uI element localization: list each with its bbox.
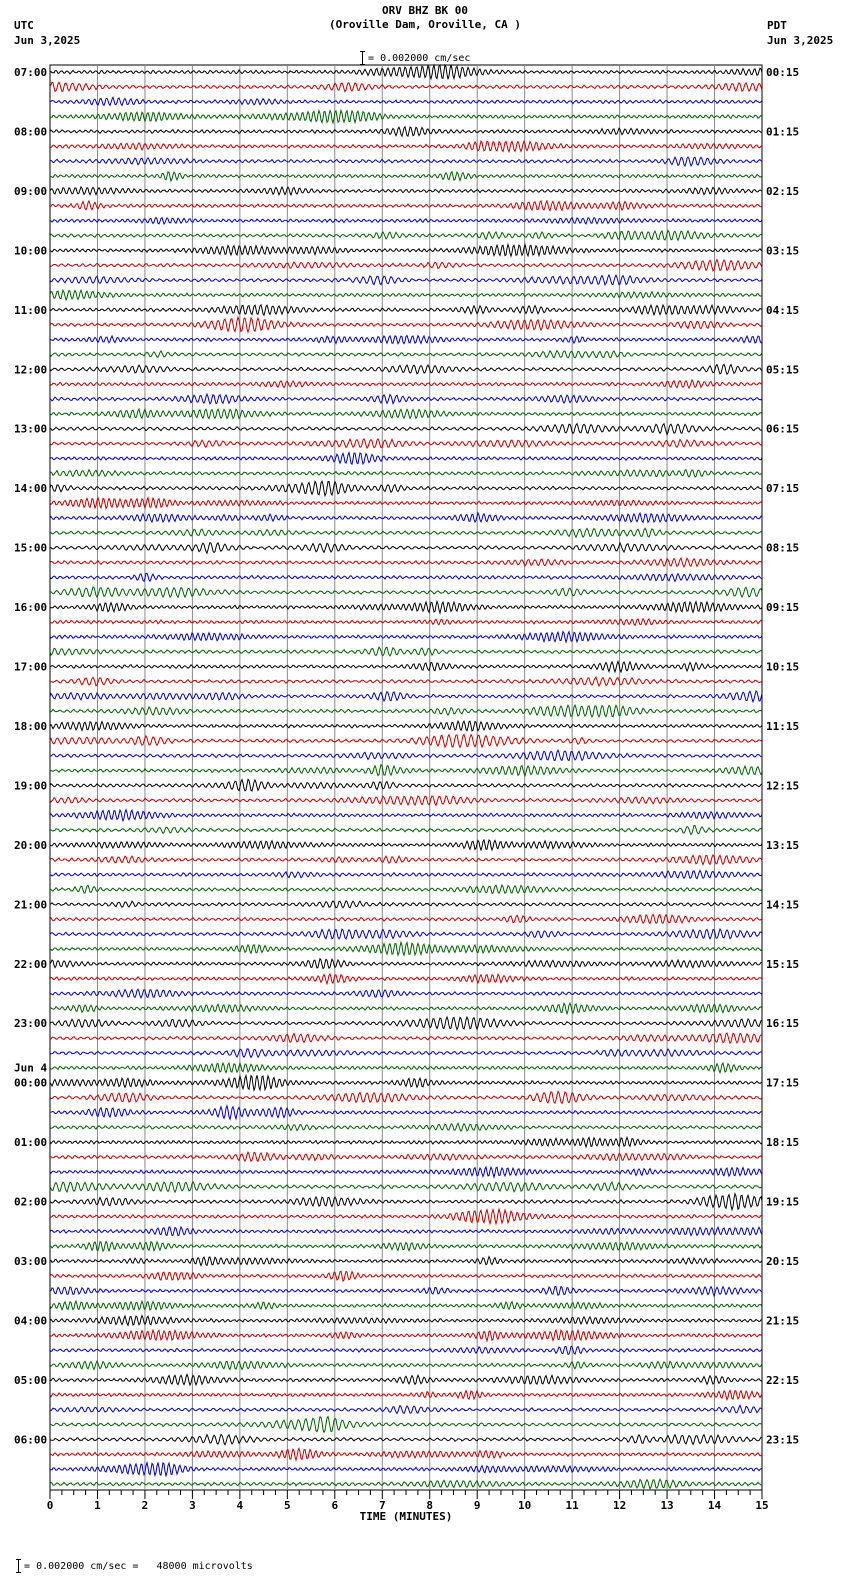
seismic-trace — [50, 290, 762, 300]
x-tick-label: 9 — [473, 1499, 481, 1512]
x-tick-label: 6 — [331, 1499, 339, 1512]
seismic-trace — [50, 1417, 762, 1433]
seismic-trace — [50, 305, 762, 315]
seismic-trace — [50, 1017, 762, 1030]
pdt-hour-label: 22:15 — [766, 1373, 800, 1387]
right-date-label: Jun 3,2025 — [767, 34, 834, 47]
seismic-trace — [50, 1106, 762, 1120]
seismic-trace — [50, 901, 762, 908]
seismic-trace — [50, 765, 762, 776]
seismic-trace — [50, 929, 762, 939]
utc-hour-label: 05:00 — [14, 1373, 48, 1387]
pdt-hour-label: 18:15 — [766, 1136, 800, 1150]
seismic-trace — [50, 1227, 762, 1236]
seismic-trace — [50, 1257, 762, 1266]
seismic-trace — [50, 218, 762, 225]
seismic-trace — [50, 380, 762, 388]
seismic-trace — [50, 481, 762, 496]
seismic-trace — [50, 245, 762, 257]
left-timezone-label: UTC — [14, 19, 34, 32]
pdt-hour-label: 04:15 — [766, 303, 800, 317]
pdt-hour-label: 09:15 — [766, 601, 800, 615]
pdt-hour-label: 20:15 — [766, 1255, 800, 1269]
seismic-trace — [50, 647, 762, 656]
x-tick-label: 8 — [426, 1499, 434, 1512]
seismic-trace — [50, 364, 762, 374]
seismic-trace — [50, 127, 762, 137]
seismic-trace — [50, 721, 762, 731]
pdt-hour-label: 05:15 — [766, 363, 800, 377]
pdt-hour-label: 07:15 — [766, 482, 800, 496]
seismic-trace — [50, 231, 762, 241]
seismic-trace — [50, 750, 762, 760]
left-date-label: Jun 3,2025 — [14, 34, 81, 47]
utc-hour-label: 21:00 — [14, 898, 48, 912]
seismic-trace — [50, 470, 762, 477]
seismic-trace — [50, 317, 762, 332]
scale-legend-bottom — [4, 1548, 253, 1573]
seismic-trace — [50, 1301, 762, 1310]
utc-hour-label: 02:00 — [14, 1195, 48, 1209]
seismic-trace — [50, 260, 762, 271]
x-tick-label: 3 — [189, 1499, 196, 1512]
seismic-trace — [50, 705, 762, 717]
seismic-trace — [50, 1463, 762, 1476]
x-tick-label: 2 — [141, 1499, 149, 1512]
x-tick-label: 12 — [612, 1499, 627, 1512]
seismic-trace — [50, 157, 762, 166]
seismic-trace — [50, 1346, 762, 1354]
seismic-trace — [50, 275, 762, 285]
seismic-trace — [50, 1075, 762, 1090]
seismic-trace — [50, 172, 762, 181]
utc-hour-label: 11:00 — [14, 303, 48, 317]
seismic-trace — [50, 1194, 762, 1210]
seismic-trace — [50, 826, 762, 835]
seismic-trace — [50, 1242, 762, 1252]
seismic-trace — [50, 691, 762, 702]
seismic-trace — [50, 1435, 762, 1445]
utc-hour-label: 03:00 — [14, 1255, 48, 1269]
seismic-trace — [50, 528, 762, 537]
utc-hour-label: 07:00 — [14, 66, 48, 79]
x-tick-label: 5 — [284, 1499, 291, 1512]
date-change-label: Jun 4 — [14, 1061, 48, 1075]
utc-hour-label: 20:00 — [14, 838, 48, 852]
pdt-hour-label: 10:15 — [766, 660, 800, 674]
x-tick-label: 15 — [755, 1499, 769, 1512]
seismic-trace — [50, 1405, 762, 1413]
seismic-trace — [50, 1049, 762, 1058]
scale-legend-top-text: = 0.002000 cm/sec — [368, 53, 471, 64]
seismic-trace — [50, 1152, 762, 1161]
utc-hour-label: 22:00 — [14, 957, 48, 971]
pdt-hour-label: 06:15 — [766, 422, 800, 436]
pdt-hour-label: 13:15 — [766, 838, 800, 852]
station-location: (Oroville Dam, Oroville, CA ) — [328, 18, 522, 31]
seismic-trace — [50, 187, 762, 195]
seismic-trace — [50, 1330, 762, 1341]
seismic-trace — [50, 110, 762, 123]
pdt-hour-label: 19:15 — [766, 1195, 800, 1209]
seismic-trace — [50, 1003, 762, 1014]
seismic-trace — [50, 677, 762, 686]
seismic-trace — [50, 779, 762, 791]
utc-hour-label: 12:00 — [14, 363, 48, 377]
seismic-trace — [50, 543, 762, 554]
pdt-hour-label: 11:15 — [766, 719, 800, 733]
seismic-trace — [50, 1287, 762, 1296]
seismic-trace — [50, 619, 762, 626]
utc-hour-label: 23:00 — [14, 1017, 48, 1031]
seismic-trace — [50, 513, 762, 522]
pdt-hour-label: 14:15 — [766, 898, 800, 912]
seismic-trace — [50, 1374, 762, 1385]
seismic-trace — [50, 1033, 762, 1043]
utc-hour-label: 04:00 — [14, 1314, 48, 1328]
seismic-trace — [50, 735, 762, 748]
utc-hour-label: 06:00 — [14, 1433, 48, 1447]
seismic-trace — [50, 855, 762, 865]
x-axis-title: TIME (MINUTES) — [359, 1510, 453, 1523]
seismic-trace — [50, 1479, 762, 1489]
x-tick-label: 14 — [707, 1499, 722, 1512]
station-title: ORV BHZ BK 00 — [381, 4, 469, 17]
seismic-trace — [50, 1063, 762, 1073]
seismic-trace — [50, 439, 762, 448]
seismic-trace — [50, 989, 762, 998]
seismic-trace — [50, 1209, 762, 1224]
x-tick-label: 4 — [236, 1499, 244, 1512]
utc-hour-label: 00:00 — [14, 1076, 48, 1090]
seismic-trace — [50, 453, 762, 465]
pdt-hour-label: 21:15 — [766, 1314, 800, 1328]
seismic-trace — [50, 1123, 762, 1131]
x-tick-label: 0 — [46, 1499, 54, 1512]
utc-hour-label: 01:00 — [14, 1136, 48, 1150]
seismic-trace — [50, 394, 762, 404]
seismic-trace — [50, 498, 762, 509]
seismic-trace — [50, 573, 762, 581]
x-tick-label: 13 — [660, 1499, 674, 1512]
utc-hour-label: 14:00 — [14, 482, 48, 496]
utc-hour-label: 15:00 — [14, 541, 48, 555]
seismic-trace — [50, 1361, 762, 1369]
seismic-trace — [50, 942, 762, 955]
utc-hour-label: 18:00 — [14, 719, 48, 733]
seismic-trace — [50, 82, 762, 92]
seismic-trace — [50, 914, 762, 923]
seismic-trace — [50, 840, 762, 850]
utc-hour-label: 09:00 — [14, 184, 48, 198]
seismic-trace — [50, 1167, 762, 1177]
seismic-trace — [50, 587, 762, 597]
x-tick-label: 10 — [518, 1499, 532, 1512]
seismic-trace — [50, 1092, 762, 1104]
seismic-trace — [50, 1271, 762, 1281]
seismic-trace — [50, 558, 762, 567]
pdt-hour-label: 00:15 — [766, 66, 800, 79]
seismic-trace — [50, 974, 762, 984]
seismic-trace — [50, 1316, 762, 1326]
pdt-hour-label: 01:15 — [766, 125, 800, 139]
seismic-trace — [50, 65, 762, 80]
seismic-trace — [50, 1137, 762, 1147]
seismic-trace — [50, 1390, 762, 1399]
x-tick-label: 11 — [565, 1499, 579, 1512]
scale-bar-icon — [16, 1559, 21, 1573]
right-timezone-label: PDT — [767, 19, 787, 32]
pdt-hour-label: 08:15 — [766, 541, 800, 555]
seismic-trace — [50, 1448, 762, 1460]
pdt-hour-label: 03:15 — [766, 244, 800, 258]
pdt-hour-label: 16:15 — [766, 1017, 800, 1031]
scale-legend-bottom-text: = 0.002000 cm/sec = 48000 microvolts — [24, 1561, 253, 1572]
seismic-trace — [50, 97, 762, 105]
utc-hour-label: 17:00 — [14, 660, 48, 674]
seismic-trace — [50, 336, 762, 344]
seismic-trace — [50, 796, 762, 805]
seismic-trace — [50, 885, 762, 893]
seismic-trace — [50, 870, 762, 878]
seismic-trace — [50, 959, 762, 969]
seismic-trace — [50, 424, 762, 435]
utc-hour-label: 08:00 — [14, 125, 48, 139]
x-tick-label: 7 — [378, 1499, 386, 1512]
seismic-trace — [50, 201, 762, 211]
utc-hour-label: 16:00 — [14, 601, 48, 615]
pdt-hour-label: 02:15 — [766, 184, 800, 198]
seismic-trace — [50, 661, 762, 672]
seismic-trace — [50, 351, 762, 358]
utc-hour-label: 13:00 — [14, 422, 48, 436]
x-tick-label: 1 — [94, 1499, 101, 1512]
seismic-trace — [50, 810, 762, 821]
utc-hour-label: 10:00 — [14, 244, 48, 258]
pdt-hour-label: 17:15 — [766, 1076, 800, 1090]
seismic-trace — [50, 601, 762, 613]
pdt-hour-label: 23:15 — [766, 1433, 800, 1447]
pdt-hour-label: 15:15 — [766, 957, 800, 971]
seismic-trace — [50, 632, 762, 642]
pdt-hour-label: 12:15 — [766, 779, 800, 793]
utc-hour-label: 19:00 — [14, 779, 48, 793]
seismic-trace — [50, 141, 762, 152]
seismic-trace — [50, 409, 762, 419]
seismic-trace — [50, 1182, 762, 1192]
